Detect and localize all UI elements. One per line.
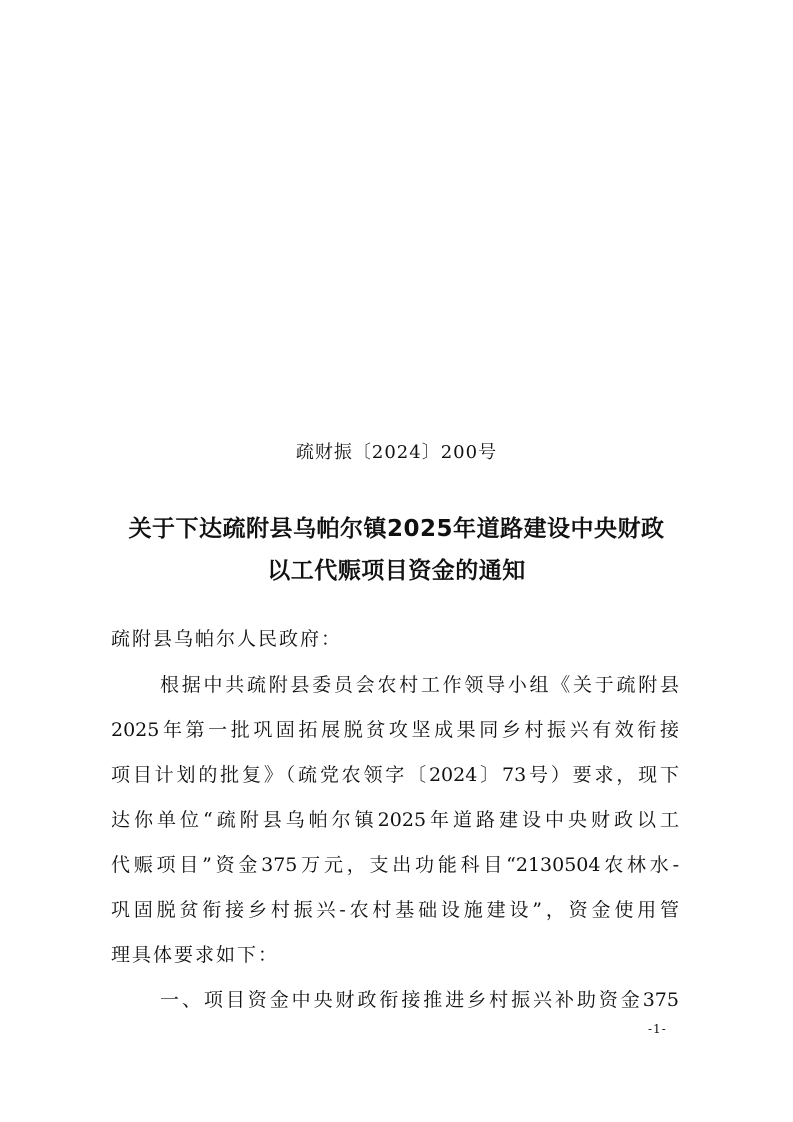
body-line: 项目计划的批复》（疏党农领字〔2024〕73号）要求，现下 <box>111 764 679 786</box>
salutation: 疏附县乌帕尔人民政府： <box>111 628 343 650</box>
body-line: 达你单位“疏附县乌帕尔镇2025年道路建设中央财政以工 <box>111 809 679 831</box>
document-title-line-1: 关于下达疏附县乌帕尔镇2025年道路建设中央财政 <box>128 516 665 542</box>
body-line: 巩固脱贫衔接乡村振兴-农村基础设施建设”，资金使用管 <box>111 899 679 921</box>
document-title-line-2: 以工代赈项目资金的通知 <box>267 558 526 584</box>
body-line: 代赈项目”资金375万元，支出功能科目“2130504农林水- <box>111 854 679 876</box>
body-line: 2025年第一批巩固拓展脱贫攻坚成果同乡村振兴有效衔接 <box>111 719 679 741</box>
body-line: 一、项目资金中央财政衔接推进乡村振兴补助资金375 <box>160 989 679 1011</box>
body-line: 理具体要求如下： <box>111 944 280 966</box>
body-line: 根据中共疏附县委员会农村工作领导小组《关于疏附县 <box>160 674 679 696</box>
page-number: -1- <box>648 1022 667 1036</box>
document-number: 疏财振〔2024〕200号 <box>295 442 498 463</box>
